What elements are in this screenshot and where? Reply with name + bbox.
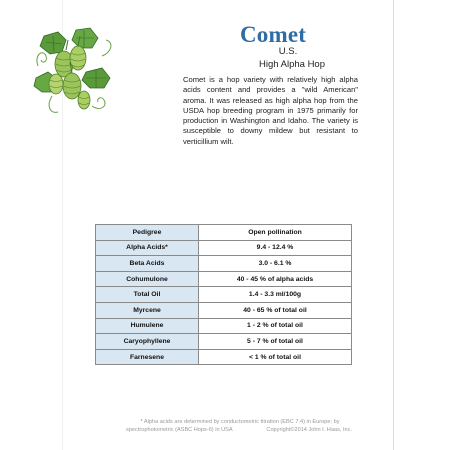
spec-value: 9.4 - 12.4 % — [199, 240, 352, 256]
page-subtitle: High Alpha Hop — [258, 59, 326, 70]
table-row — [96, 287, 352, 303]
spec-label: Pedigree — [96, 225, 199, 241]
spec-label: Beta Acids — [96, 256, 199, 272]
footnote-method: spectrophotometric (ASBC Hops-6) in USA — [126, 427, 233, 433]
variety-description: Comet is a hop variety with relatively high alpha acids content and provides a "wild American" aroma. It was released as high alpha hop from the USDA hop breeding program in 1975 primarily for production in Washington and Idaho. The variety is susceptible to downy mildew but resistant to verticillium wilt. — [183, 75, 358, 146]
spec-label: Total Oil — [96, 287, 199, 303]
spec-value: Open pollination — [199, 225, 352, 241]
footnote — [120, 418, 360, 434]
spec-value: 1 - 2 % of total oil — [199, 318, 352, 334]
spec-label: Myrcene — [96, 302, 199, 318]
spec-value: 5 - 7 % of total oil — [199, 334, 352, 350]
page-title: Comet — [240, 22, 307, 47]
spec-label: Alpha Acids* — [96, 240, 199, 256]
spec-label: Farnesene — [96, 349, 199, 365]
specs-table — [95, 224, 352, 365]
hop-plant-icon — [32, 26, 116, 120]
spec-label: Caryophyllene — [96, 334, 199, 350]
table-row — [96, 302, 352, 318]
page-margin — [394, 0, 450, 450]
spec-value: 3.0 - 6.1 % — [199, 256, 352, 272]
spec-value: 40 - 65 % of total oil — [199, 302, 352, 318]
table-row — [96, 349, 352, 365]
table-row — [96, 256, 352, 272]
table-row — [96, 240, 352, 256]
spec-value: 40 - 45 % of alpha acids — [199, 271, 352, 287]
table-row — [96, 271, 352, 287]
table-row — [96, 225, 352, 241]
spec-label: Cohumulone — [96, 271, 199, 287]
spec-value: < 1 % of total oil — [199, 349, 352, 365]
footnote-row — [120, 426, 360, 434]
footnote-line: * Alpha acids are determined by conductometric titration (EBC 7.4) in Europe; by — [140, 419, 340, 425]
origin-label: U.S. — [278, 46, 298, 57]
copyright-text: Copyright©2014 John I. Haas, Inc. — [266, 427, 352, 433]
spec-label: Humulene — [96, 318, 199, 334]
table-row — [96, 318, 352, 334]
table-row — [96, 334, 352, 350]
spec-value: 1.4 - 3.3 ml/100g — [199, 287, 352, 303]
